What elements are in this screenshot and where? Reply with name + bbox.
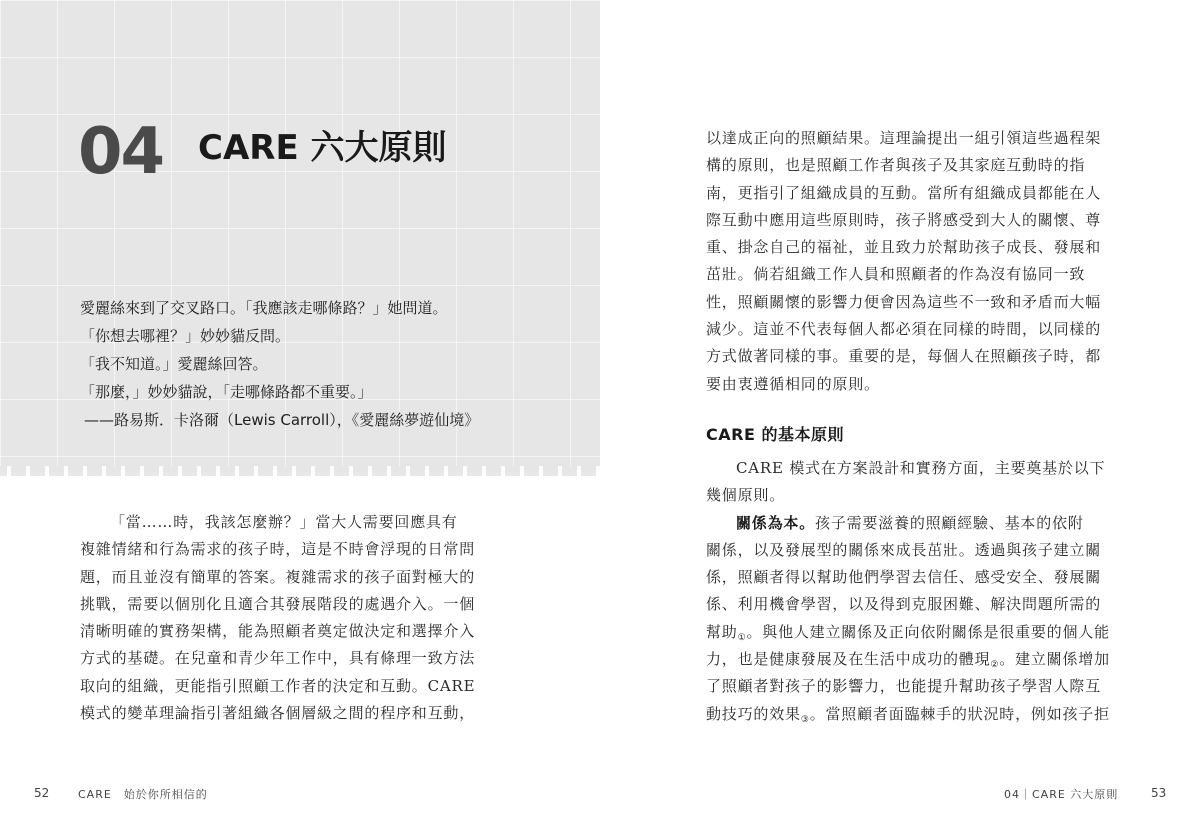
body-line: 取向的組織，更能指引照顧工作者的決定和互動。CARE (80, 676, 476, 695)
body-line: 模式的變革理論指引著組織各個層級之間的程序和互動， (80, 704, 476, 723)
body-line: 幾個原則。 (706, 486, 786, 505)
running-head-right: 04｜CARE 六大原則 (1004, 788, 1119, 801)
epigraph (80, 294, 520, 434)
body-line: 際互動中應用這些原則時，孩子將感受到大人的關懷、尊 (706, 210, 1102, 229)
principle-text: 孩子需要滋養的照顧經驗、基本的依附 (815, 513, 1084, 532)
body-line: 係、利用機會學習，以及得到克服困難、解決問題所需的 (706, 595, 1102, 614)
body-line (706, 646, 1126, 673)
body-line: 以達成正向的照顧結果。這理論提出一組引領這些過程架 (706, 129, 1102, 147)
chapter-title: CARE 六大原則 (198, 128, 447, 168)
body-text-span: 。與他人建立關係及正向依附關係是很重要的個人能 (746, 622, 1110, 641)
footnote-marker: ② (990, 660, 1000, 671)
left-body-text (80, 509, 498, 727)
body-line: 方式做著同樣的事。重要的是，每個人在照顧孩子時，都 (706, 347, 1102, 366)
body-line: 關係，以及發展型的關係來成長茁壯。透過與孩子建立關 (706, 540, 1102, 559)
right-page (600, 0, 1200, 834)
body-line: 係，照顧者得以幫助他們學習去信任、感受安全、發展關 (706, 568, 1102, 587)
body-line: 南，更指引了組織成員的互動。當所有組織成員都能在人 (706, 183, 1102, 202)
body-line: 題，而且並沒有簡單的答案。複雜需求的孩子面對極大的 (80, 567, 476, 586)
footnote-marker: ① (737, 632, 747, 643)
body-line: 減少。這並不代表每個人都必須在同樣的時間，以同樣的 (706, 320, 1102, 339)
body-line: 構的原則，也是照顧工作者與孩子及其家庭互動時的指 (706, 156, 1086, 175)
body-text-span: 。建立關係增加 (999, 650, 1110, 669)
body-text-span: 力，也是健康發展及在生活中成功的體現 (706, 650, 991, 669)
body-text-span: 動技巧的效果 (706, 704, 801, 723)
body-line: 性，照顧關懷的影響力便會因為這些不一致和矛盾而大幅 (706, 292, 1102, 311)
footnote-marker: ③ (800, 714, 810, 725)
epigraph-credit: ——路易斯．卡洛爾（Lewis Carroll），《愛麗絲夢遊仙境》 (84, 411, 480, 429)
body-text-span: 幫助 (706, 622, 738, 641)
body-line (706, 619, 1126, 646)
body-line: 清晰明確的實務架構，能為照顧者奠定做決定和選擇介入 (80, 622, 476, 641)
page-number-left: 52 (34, 786, 50, 800)
epigraph-line: 「那麼，」妙妙貓說，「走哪條路都不重要。」 (80, 383, 373, 401)
principle-term: 關係為本。 (736, 513, 816, 532)
body-line: 重、掛念自己的福祉，並且致力於幫助孩子成長、發展和 (706, 238, 1102, 257)
principle-line (706, 510, 1126, 537)
running-head-left: CARE 始於你所相信的 (78, 788, 208, 801)
body-line: 方式的基礎。在兒童和青少年工作中，具有條理一致方法 (80, 649, 476, 668)
epigraph-line: 「我不知道。」愛麗絲回答。 (80, 355, 268, 373)
right-body-text (706, 125, 1126, 728)
body-line: 挑戰，需要以個別化且適合其發展階段的處遇介入。一個 (80, 594, 476, 613)
body-line: 複雜情緒和行為需求的孩子時，這是不時會浮現的日常問 (80, 540, 476, 559)
epigraph-line: 愛麗絲來到了交叉路口。「我應該走哪條路？」她問道。 (80, 299, 448, 317)
chapter-number: 04 (78, 115, 164, 189)
body-line: 「當……時，我該怎麼辦？」當大人需要回應具有 (110, 513, 458, 531)
body-line: CARE 模式在方案設計和實務方面，主要奠基於以下 (736, 458, 1106, 477)
body-line: 要由衷遵循相同的原則。 (706, 374, 880, 393)
body-line: 了照顧者對孩子的影響力，也能提升幫助孩子學習人際互 (706, 677, 1102, 696)
body-line (706, 701, 1126, 728)
banner-torn-edge (0, 466, 600, 476)
section-heading: CARE 的基本原則 (706, 424, 844, 444)
epigraph-line: 「你想去哪裡？」妙妙貓反問。 (80, 327, 291, 345)
body-text-span: 。當照顧者面臨棘手的狀況時，例如孩子拒 (809, 704, 1110, 723)
body-line: 茁壯。倘若組織工作人員和照顧者的作為沒有協同一致 (706, 265, 1086, 284)
page-number-right: 53 (1151, 786, 1167, 800)
